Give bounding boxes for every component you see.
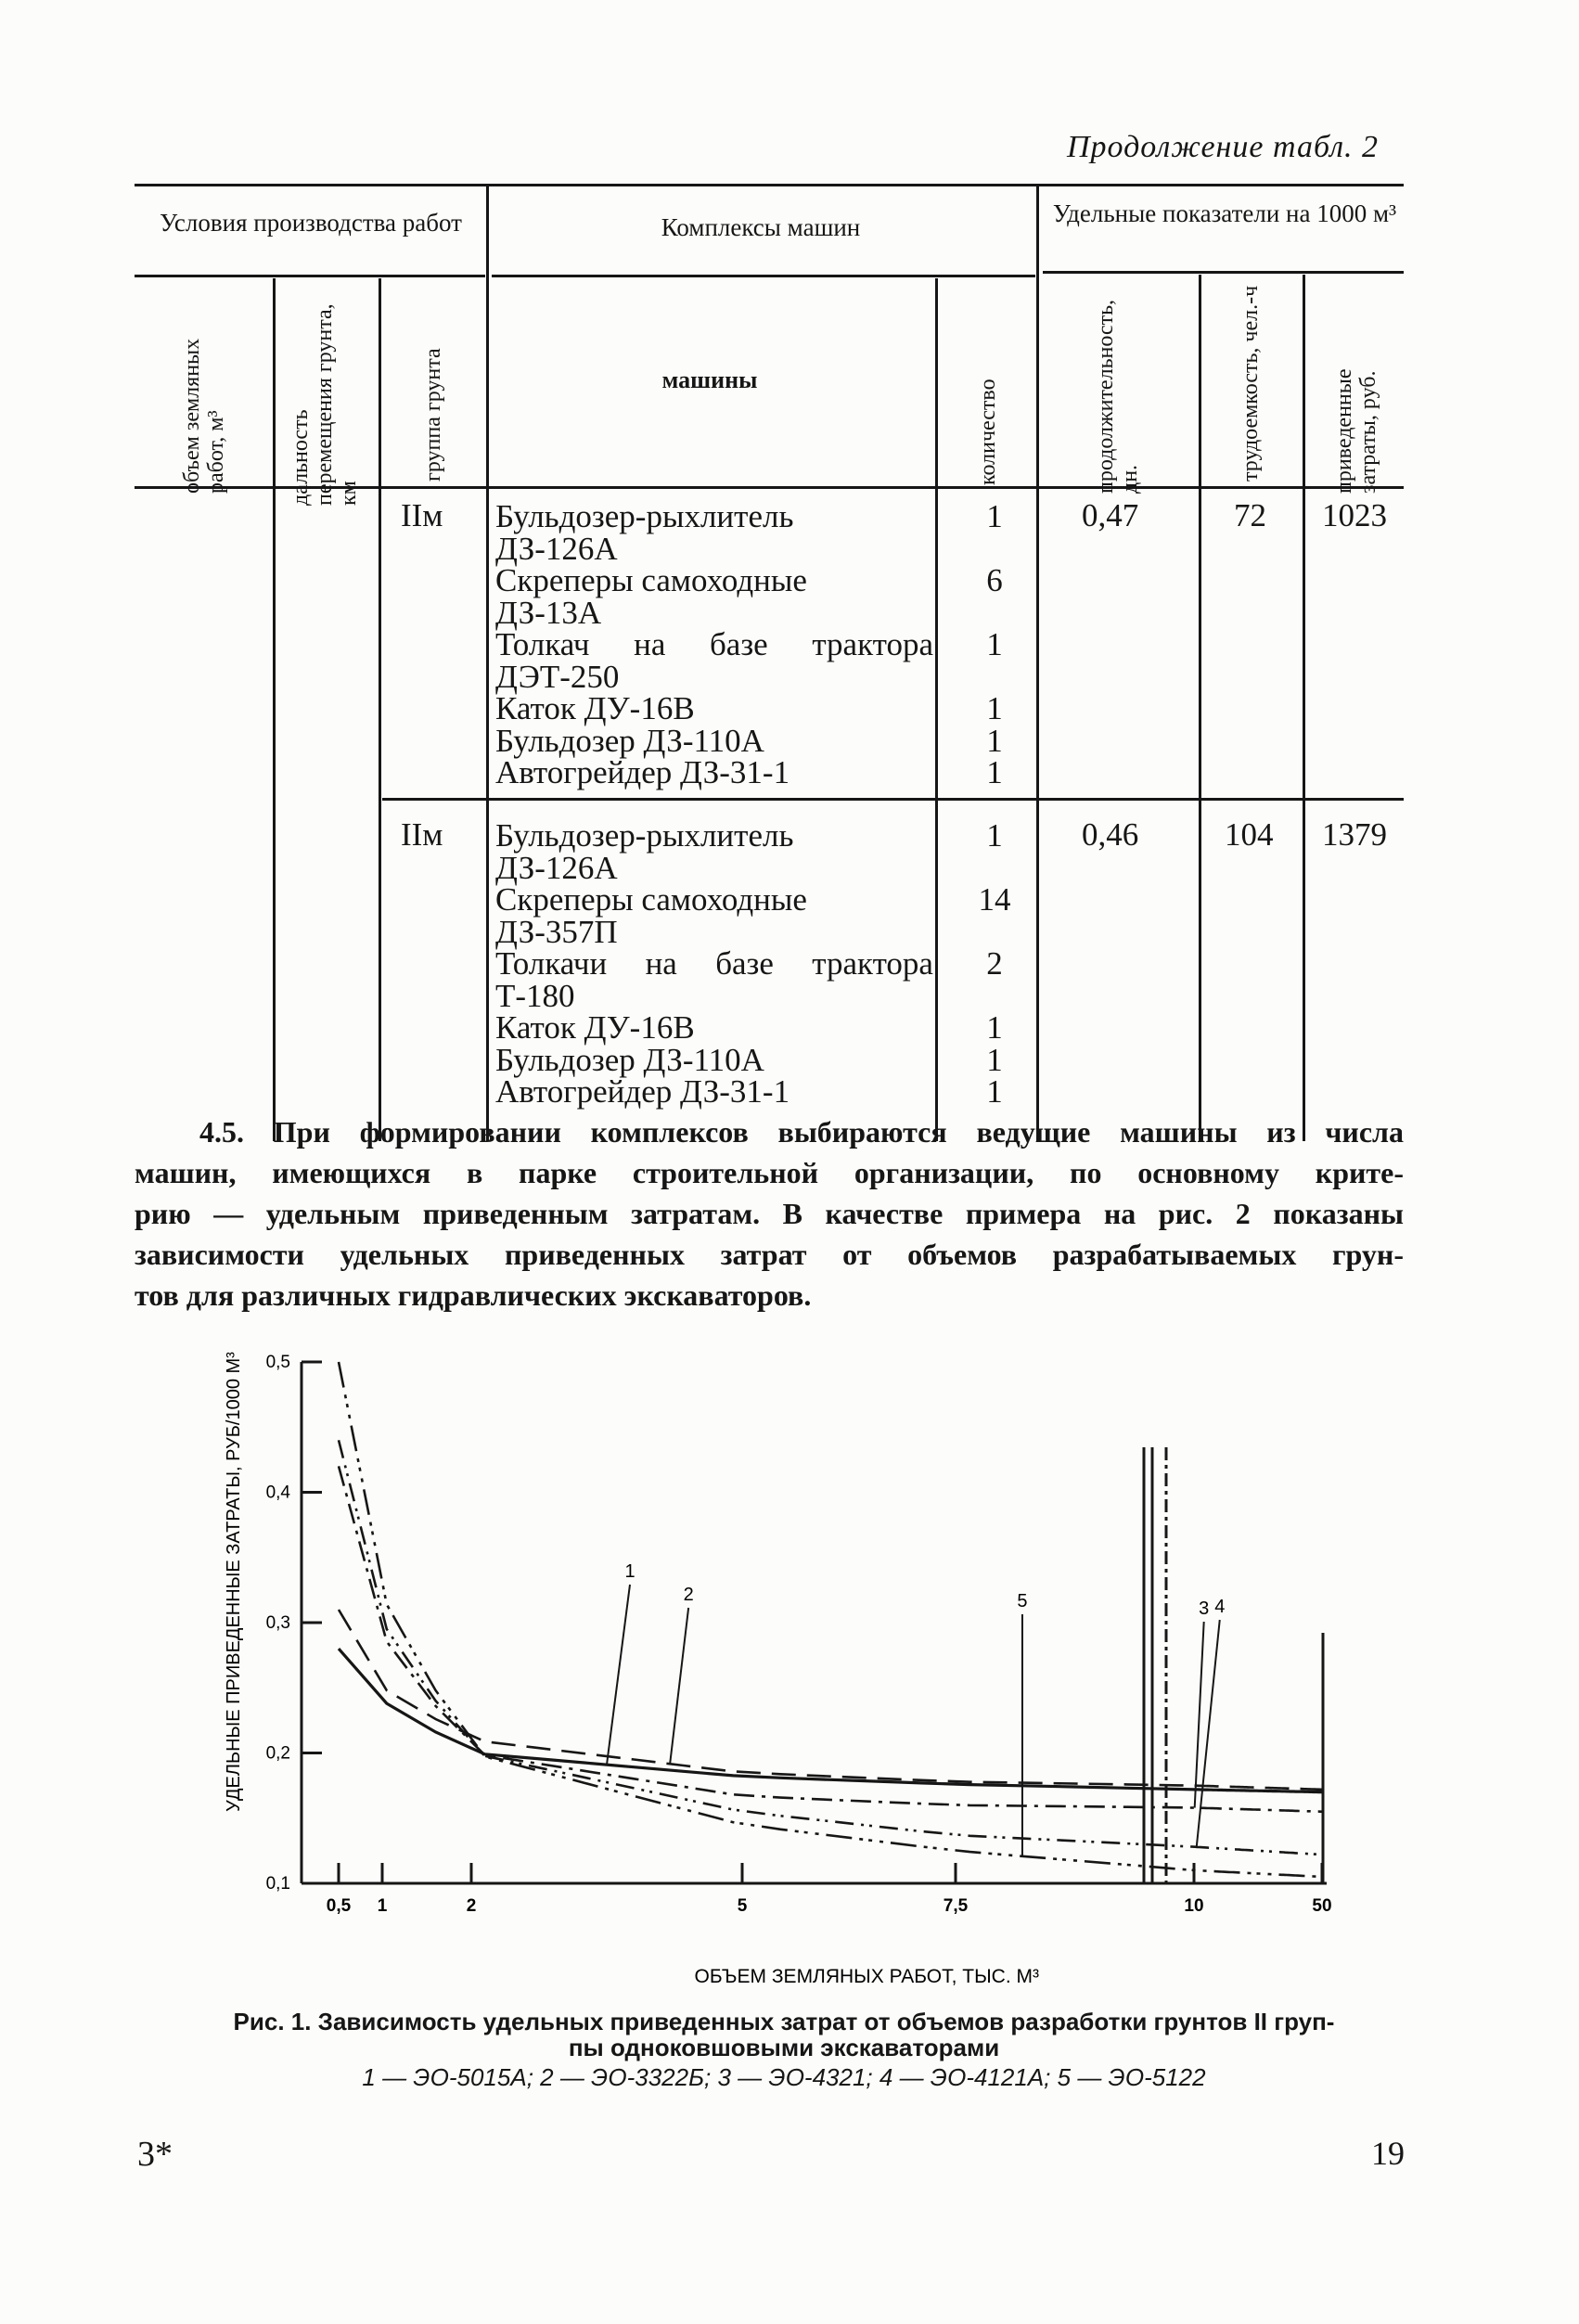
machine-line: Бульдозер-рыхлитель (495, 498, 794, 534)
machine-line: Автогрейдер ДЗ-31-1 (495, 754, 790, 790)
col-header-cost: приведенные затраты, руб. (1332, 368, 1380, 494)
machine-line: Т-180 (495, 977, 575, 1014)
col-header-volume: объем земляных работ, м³ (180, 338, 228, 494)
series-line-3 (339, 1466, 1322, 1811)
machine-line: Скреперы самоходные (495, 562, 807, 598)
series-line-4 (339, 1440, 1322, 1855)
cost-vs-volume-chart (213, 1336, 1373, 2004)
paragraph-line: тов для различных гидравлических экскаваторов. (135, 1278, 812, 1312)
chart-y-axis-label: УДЕЛЬНЫЕ ПРИВЕДЕННЫЕ ЗАТРАТЫ, РУБ/1000 М³ (224, 1352, 244, 1812)
machine-line: Скреперы самоходные (495, 881, 807, 918)
y-tick-label: 0,2 (265, 1743, 290, 1764)
series-label: 3 (1199, 1599, 1210, 1619)
table-col-divider (486, 184, 489, 1141)
chart-axes (302, 1362, 1327, 1883)
x-tick-label: 0,5 (326, 1896, 352, 1916)
x-tick-label: 50 (1312, 1896, 1332, 1916)
table-col-divider (273, 278, 276, 1141)
body-paragraph (135, 1111, 1404, 1316)
caption-legend: 1 — ЭО-5015А; 2 — ЭО-3322Б; 3 — ЭО-4321; 4 — ЭО-4121А; 5 — ЭО-5122 (362, 2063, 1206, 2091)
header-conditions: Условия производства работ (160, 209, 462, 237)
machine-line: Бульдозер ДЗ-110А (495, 722, 764, 759)
table-col-divider (379, 278, 381, 1141)
table-row-divider (382, 798, 1404, 801)
signature-mark: 3* (137, 2135, 173, 2174)
table-top-rule (135, 184, 1404, 186)
row2-cost: 1379 (1322, 816, 1387, 853)
paragraph-line: 4.5. При формировании комплексов выбираются ведущие машины из числа (199, 1115, 1404, 1149)
machine-line: ДЗ-126А (495, 530, 618, 567)
row2-labor: 104 (1225, 816, 1274, 853)
caption-title-line: Рис. 1. Зависимость удельных приведенных затрат от объемов разработки грунтов II груп- (233, 2008, 1335, 2035)
row2-machines (495, 817, 933, 1110)
x-tick-label: 7,5 (943, 1896, 969, 1916)
series-label-leader (607, 1585, 630, 1765)
series-label: 5 (1017, 1591, 1028, 1611)
y-tick-label: 0,3 (265, 1613, 290, 1633)
col-header-machines: машины (661, 366, 758, 393)
y-tick-label: 0,1 (265, 1874, 290, 1894)
caption-title-line: пы одноковшовыми экскаваторами (568, 2034, 1000, 2061)
x-tick-label: 10 (1184, 1896, 1204, 1916)
table-subheader-rule-mid (492, 275, 1035, 277)
table-col-divider (1036, 184, 1039, 1141)
series-label-leader (1197, 1620, 1220, 1847)
table-subheader-rule-right (1043, 271, 1404, 274)
paragraph-line: рию — удельным приведенным затратам. В качестве примера на рис. 2 показаны (135, 1197, 1404, 1230)
paragraph-line: зависимости удельных приведенных затрат от объемов разрабатываемых грун- (135, 1238, 1404, 1271)
table-continuation-label: Продолжение табл. 2 (1067, 130, 1380, 164)
machine-line: Толкач на базе трактора (495, 626, 933, 662)
page-number: 19 (1371, 2135, 1405, 2172)
col-header-count: количество (976, 379, 1000, 485)
table-col-divider (1303, 275, 1305, 1141)
col-header-group: группа грунта (421, 348, 445, 481)
row2-duration: 0,46 (1082, 816, 1139, 853)
row2-group: IIм (401, 816, 443, 853)
row1-duration: 0,47 (1082, 497, 1139, 533)
table-col-divider (935, 278, 938, 1141)
row1-counts: 1 6 1 1 1 1 (986, 498, 1003, 790)
row2-counts: 1 14 2 1 1 1 (978, 817, 1011, 1110)
header-indicators: Удельные показатели на 1000 м³ (1052, 199, 1397, 227)
machine-line: ДЭТ-250 (495, 658, 620, 695)
figure-caption (135, 2009, 1433, 2094)
x-tick-label: 1 (377, 1896, 388, 1916)
col-header-distance: дальность перемещения грунта, км (289, 303, 361, 506)
col-header-labor: трудоемкость, чел.-ч (1239, 285, 1263, 481)
machine-line: Автогрейдер ДЗ-31-1 (495, 1073, 790, 1110)
machine-line: ДЗ-13А (495, 594, 602, 631)
row1-labor: 72 (1234, 497, 1266, 533)
series-line-2 (339, 1610, 1322, 1790)
machine-line: Каток ДУ-16В (495, 1009, 695, 1046)
row1-machines (495, 498, 933, 790)
series-line-1 (339, 1649, 1322, 1792)
machine-line: Бульдозер-рыхлитель (495, 817, 794, 854)
machine-line: ДЗ-126А (495, 849, 618, 886)
x-tick-label: 2 (466, 1896, 477, 1916)
chart-ticks (266, 1353, 1332, 1916)
series-label: 1 (624, 1561, 635, 1582)
chart-x-axis-label: ОБЪЕМ ЗЕМЛЯНЫХ РАБОТ, ТЫС. М³ (694, 1966, 1039, 1987)
row1-cost: 1023 (1322, 497, 1387, 533)
header-complexes: Комплексы машин (661, 213, 861, 241)
machine-line: Толкачи на базе трактора (495, 945, 933, 982)
machine-line: Бульдозер ДЗ-110А (495, 1041, 764, 1078)
x-tick-label: 5 (737, 1896, 748, 1916)
row1-group: IIм (401, 497, 443, 533)
chart-series-labels (607, 1561, 1225, 1856)
machine-line: ДЗ-357П (495, 913, 618, 950)
series-label: 4 (1214, 1597, 1226, 1617)
y-tick-label: 0,5 (265, 1353, 290, 1372)
col-header-duration: продолжительность, дн. (1094, 299, 1142, 494)
table-col-divider (1199, 275, 1201, 1141)
series-label-leader (670, 1608, 688, 1764)
chart-series (339, 1362, 1322, 1877)
series-label: 2 (683, 1585, 694, 1605)
machine-line: Каток ДУ-16В (495, 690, 695, 726)
paragraph-line: машин, имеющихся в парке строительной организации, по основному крите- (135, 1156, 1404, 1189)
y-tick-label: 0,4 (265, 1483, 290, 1503)
